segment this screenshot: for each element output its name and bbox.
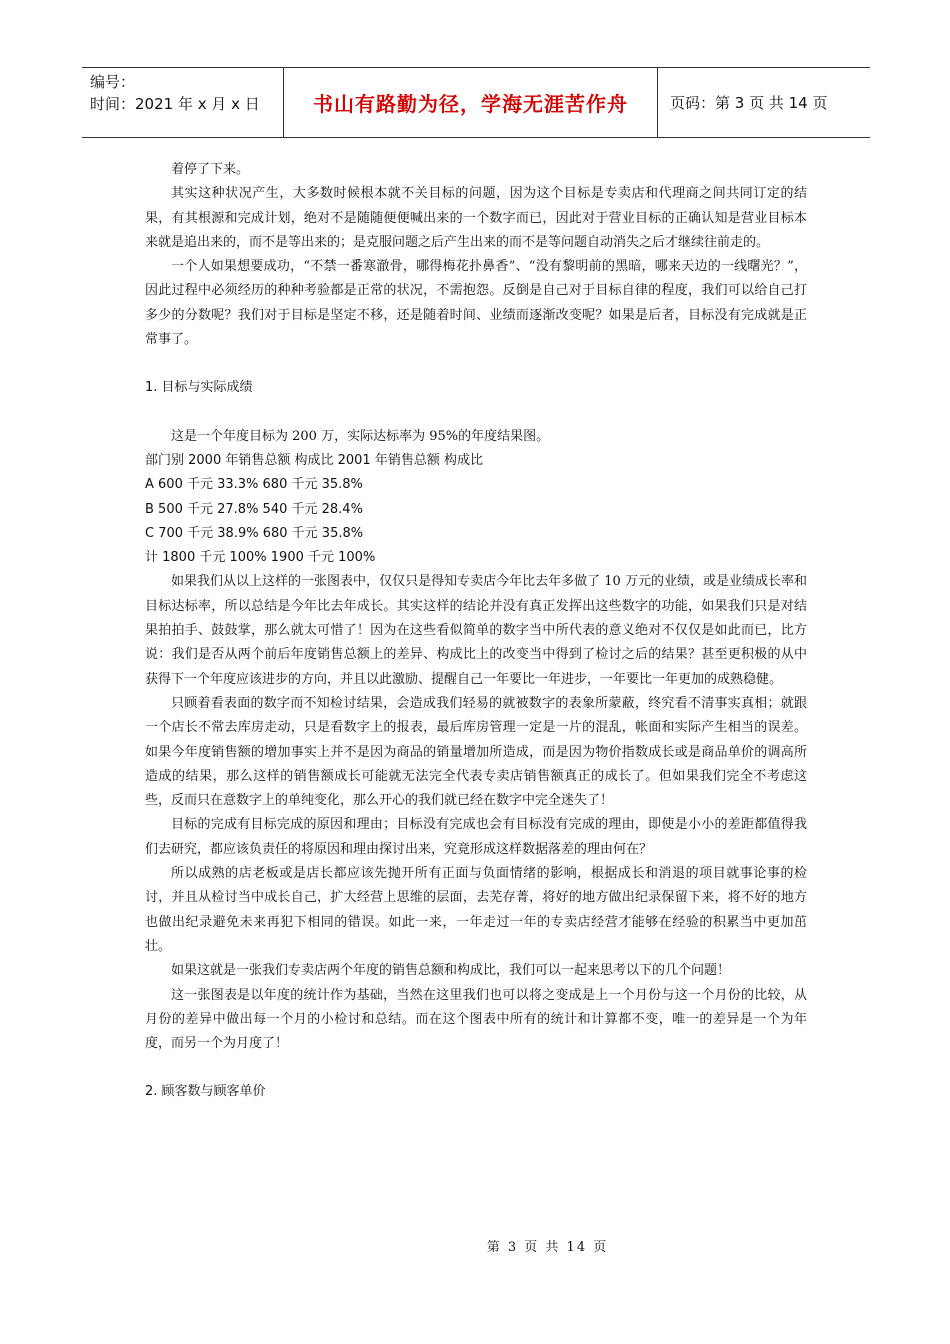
paragraph: 着停了下来。: [171, 162, 250, 177]
paragraph: 目标的完成有目标完成的原因和理由；目标没有完成也会有目标没有完成的理由，即使是小小的差距都值得我们去研究，都应该负责任的将原因和理由探讨出来，究竟形成这样数据落差的理由何在？: [145, 817, 807, 857]
header-meta: [82, 68, 283, 137]
paragraph: 只顾着看表面的数字而不知检讨结果，会造成我们轻易的就被数字的表象所蒙蔽，终究看不清事实真相；就跟一个店长不常去库房走动，只是看数字上的报表，最后库房管理一定是一片的混乱，帐面和实际产生相当的误差。如果今年度销售额的增加事实上并不是因为商品的销量增加所造成，而是因为物价指数成长或是商品单价的调高所造成的结果，那么这样的销售额成长可能就无法完全代表专卖店销售额真正的成长了。但如果我们完全不考虑这些，反而只在意数字上的单纯变化，那么开心的我们就已经在数字中完全迷失了！: [145, 695, 807, 809]
header-page-label: 页码：第 3 页 共 14 页: [670, 94, 828, 112]
sales-table-total-row: 计 1800 千元 100% 1900 千元 100%: [145, 550, 376, 566]
section-heading: 2. 顾客数与顾客单价: [145, 1084, 266, 1100]
paragraph: 其实这种状况产生，大多数时候根本就不关目标的问题，因为这个目标是专卖店和代理商之间共同订定的结果，有其根源和完成计划，绝对不是随随便便喊出来的一个数字而已，因此对于营业目标的正确认知是营业目标本来就是追出来的，而不是等出来的；是克服问题之后产生出来的而不是等问题自动消失之后才继续往前走的。: [145, 186, 807, 250]
paragraph: 这是一个年度目标为 200 万，实际达标率为 95%的年度结果图。: [171, 428, 550, 444]
page-header: [82, 67, 870, 138]
sales-table-header: 部门别 2000 年销售总额 构成比 2001 年销售总额 构成比: [145, 452, 483, 468]
paragraph: 一个人如果想要成功，“不禁一番寒澈骨，哪得梅花扑鼻香”、“没有黎明前的黑暗，哪来天边的一线曙光？”，因此过程中必须经历的种种考验都是正常的状况，不需抱怨。反倒是自己对于目标自律的程度，我们可以给自己打多少的分数呢？我们对于目标是坚定不移，还是随着时间、业绩而逐渐改变呢？如果是后者，目标没有完成就是正常事了。: [145, 259, 807, 348]
sales-table-row: B 500 千元 27.8% 540 千元 28.4%: [145, 501, 363, 517]
paragraph: 如果我们从以上这样的一张图表中，仅仅只是得知专卖店今年比去年多做了 10 万元的业绩，或是业绩成长率和目标达标率，所以总结是今年比去年成长。其实这样的结论并没有真正发挥出这些数字的功能，如果我们只是对结果拍拍手、鼓鼓掌，那么就太可惜了！因为在这些看似简单的数字当中所代表的意义绝对不仅仅是如此而已，比方说：我们是否从两个前后年度销售总额上的差异、构成比上的改变当中得到了检讨之后的结果？甚至更积极的从中获得下一个年度应该进步的方向，并且以此激励、提醒自己一年要比一年进步，一年要比一年更加的成熟稳健。: [145, 574, 807, 687]
paragraph: 这一张图表是以年度的统计作为基础，当然在这里我们也可以将之变成是上一个月份与这一个月份的比较，从月份的差异中做出每一个月的小检讨和总结。而在这个图表中所有的统计和计算都不变，唯一的差异是一个为年度，而另一个为月度了！: [145, 987, 807, 1052]
paragraph: 所以成熟的店老板或是店长都应该先抛开所有正面与负面情绪的影响，根据成长和消退的项目就事论事的检讨，并且从检讨当中成长自己，扩大经营上思维的层面，去芜存菁，将好的地方做出纪录保留下来，将不好的地方也做出纪录避免未来再犯下相同的错误。如此一来，一年走过一年的专卖店经营才能够在经验的积累当中更加茁壮。: [145, 866, 807, 954]
sales-table-row: A 600 千元 33.3% 680 千元 35.8%: [145, 477, 363, 493]
page-footer: 第 3 页 共 14 页: [486, 1240, 609, 1255]
document-body: [145, 158, 807, 1105]
sales-table-row: C 700 千元 38.9% 680 千元 35.8%: [145, 525, 364, 541]
header-motto: 书山有路勤为径，学海无涯苦作舟: [283, 68, 658, 137]
paragraph: 如果这就是一张我们专卖店两个年度的销售总额和构成比，我们可以一起来思考以下的几个问题！: [171, 963, 731, 979]
document-date-label: 时间：2021 年 x 月 x 日: [90, 95, 260, 113]
document-number-label: 编号：: [90, 73, 136, 91]
section-heading: 1. 目标与实际成绩: [145, 380, 253, 396]
